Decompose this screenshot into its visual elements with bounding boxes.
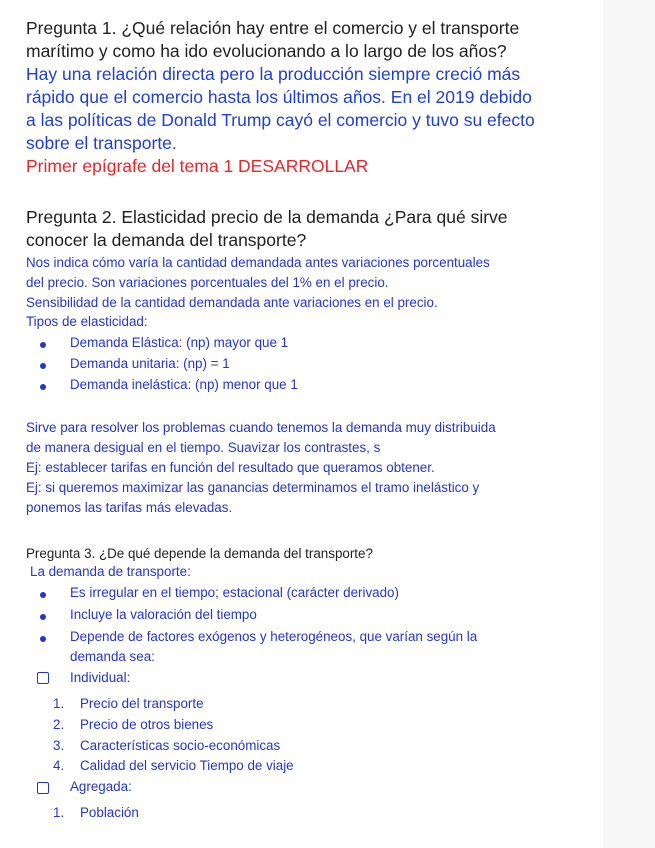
q3-individual-item-4: Calidad del servicio Tiempo de viaje — [80, 758, 294, 773]
q3-individual-item-2: Precio de otros bienes — [80, 717, 214, 732]
q3-individual-number-3: 3. — [53, 738, 65, 753]
q3-aggregate-item-1: Población — [80, 805, 139, 820]
q3-individual-number-4: 4. — [53, 758, 65, 773]
q3-bullet-1: Es irregular en el tiempo; estacional (carácter derivado) — [70, 585, 399, 600]
q1-answer-line-4: sobre el transporte. — [26, 133, 177, 153]
bullet-icon — [40, 592, 46, 598]
q3-question: Pregunta 3. ¿De qué depende la demanda del transporte? — [26, 546, 373, 561]
q1-note: Primer epígrafe del tema 1 DESARROLLAR — [26, 156, 369, 176]
q2-use-line-1: Sirve para resolver los problemas cuando tenemos la demanda muy distribuida — [26, 420, 496, 435]
q3-intro: La demanda de transporte: — [30, 564, 191, 579]
q2-use-line-5: ponemos las tarifas más elevadas. — [26, 500, 233, 515]
right-margin-strip — [603, 0, 655, 848]
q1-question-line-2: marítimo y como ha ido evolucionando a lo largo de los años? — [26, 41, 507, 61]
q3-aggregate-number-1: 1. — [53, 805, 65, 820]
q2-answer-line-1: Nos indica cómo varía la cantidad demandada antes variaciones porcentuales — [26, 255, 490, 270]
q3-individual-label: Individual: — [70, 670, 131, 685]
q2-use-line-3: Ej: establecer tarifas en función del resultado que queramos obtener. — [26, 460, 435, 475]
q3-individual-number-2: 2. — [53, 717, 65, 732]
q3-individual-number-1: 1. — [53, 696, 65, 711]
q3-bullet-2: Incluye la valoración del tiempo — [70, 607, 257, 622]
q2-answer-line-2: del precio. Son variaciones porcentuales del 1% en el precio. — [26, 275, 389, 290]
bullet-icon — [40, 363, 46, 369]
q2-type-unitary: Demanda unitaria: (np) = 1 — [70, 356, 230, 371]
q2-use-line-2: de manera desigual en el tiempo. Suavizar los contrastes, s — [26, 440, 381, 455]
q3-aggregate-label: Agregada: — [70, 779, 132, 794]
q2-question-line-2: conocer la demanda del transporte? — [26, 230, 307, 250]
q3-bullet-3-continuation: demanda sea: — [70, 649, 155, 664]
q2-use-line-4: Ej: si queremos maximizar las ganancias determinamos el tramo inelástico y — [26, 480, 480, 495]
bullet-icon — [40, 636, 46, 642]
q2-answer-line-3: Sensibilidad de la cantidad demandada ante variaciones en el precio. — [26, 295, 438, 310]
checkbox-icon — [37, 782, 49, 794]
q3-individual-item-1: Precio del transporte — [80, 696, 204, 711]
checkbox-icon — [37, 672, 49, 684]
q1-answer-line-1: Hay una relación directa pero la producción siempre creció más — [26, 64, 521, 84]
bullet-icon — [40, 614, 46, 620]
q3-bullet-3: Depende de factores exógenos y heterogéneos, que varían según la — [70, 629, 478, 644]
bullet-icon — [40, 384, 46, 390]
q2-type-elastic: Demanda Elástica: (np) mayor que 1 — [70, 335, 289, 350]
q1-question-line-1: Pregunta 1. ¿Qué relación hay entre el comercio y el transporte — [26, 18, 520, 38]
q2-types-label: Tipos de elasticidad: — [26, 314, 148, 329]
q1-answer-line-3: a las políticas de Donald Trump cayó el comercio y tuvo su efecto — [26, 110, 535, 130]
q2-type-inelastic: Demanda inelástica: (np) menor que 1 — [70, 377, 298, 392]
q1-answer-line-2: rápido que el comercio hasta los últimos años. En el 2019 debido — [26, 87, 532, 107]
q3-individual-item-3: Características socio-económicas — [80, 738, 281, 753]
bullet-icon — [40, 342, 46, 348]
q2-question-line-1: Pregunta 2. Elasticidad precio de la demanda ¿Para qué sirve — [26, 207, 508, 227]
